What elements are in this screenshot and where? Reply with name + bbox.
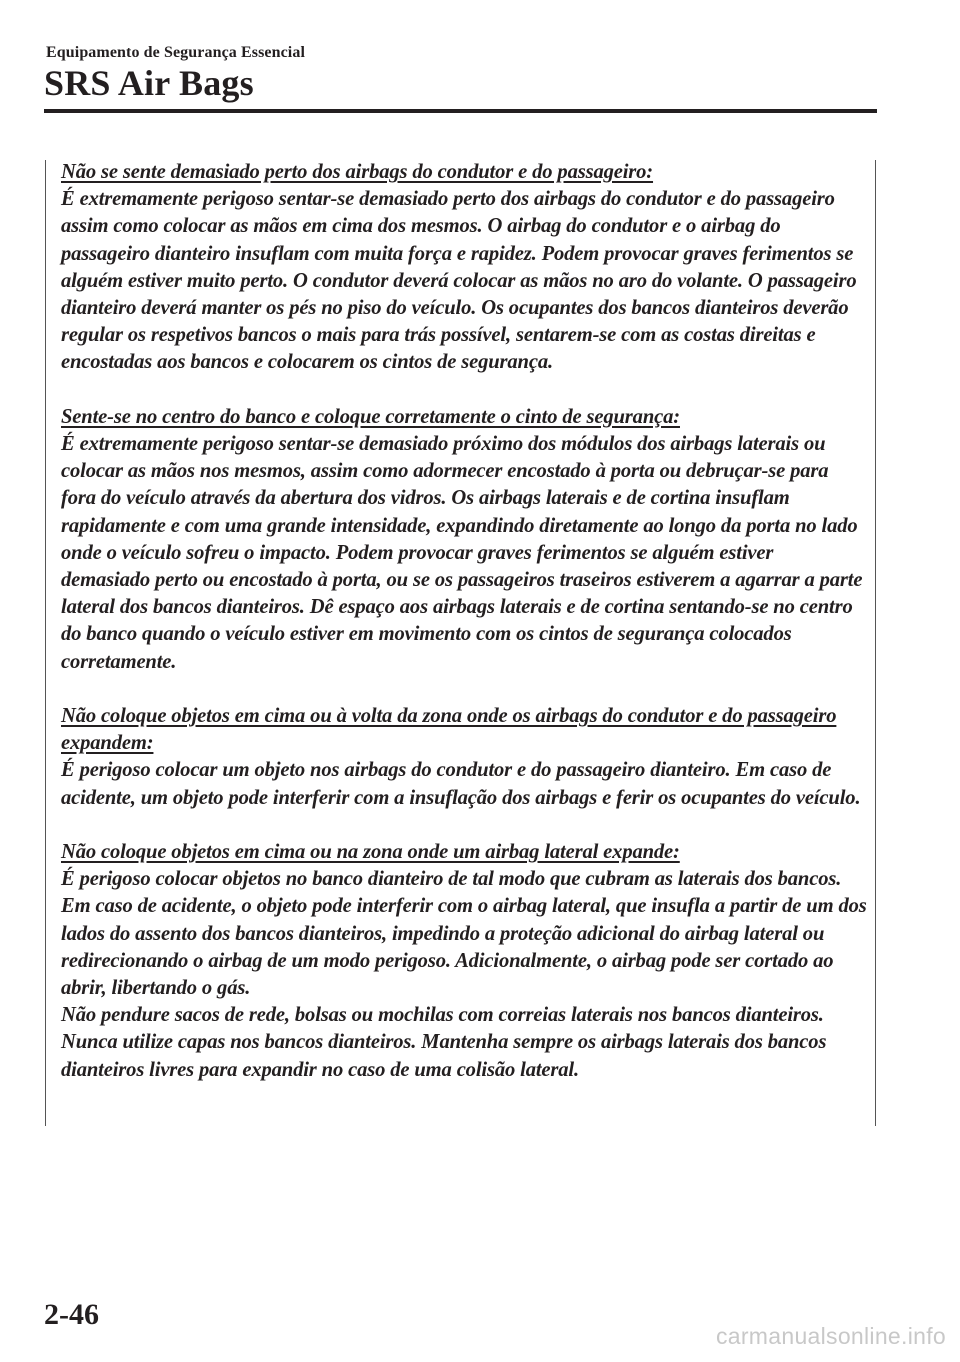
warning-heading: Não coloque objetos em cima ou na zona onde um airbag lateral expande: [61, 841, 680, 864]
warning-item [61, 703, 867, 812]
warning-box-right-border [875, 160, 876, 1126]
watermark: carmanualsonline.info [715, 1323, 946, 1349]
title-divider [44, 109, 877, 113]
warning-box [61, 159, 867, 1111]
warning-heading: Não coloque objetos em cima ou à volta da zona onde os airbags do condutor e do passageiro expandem: [61, 705, 837, 755]
warning-heading: Sente-se no centro do banco e coloque corretamente o cinto de segurança: [61, 405, 680, 428]
warning-item [61, 159, 867, 377]
warning-item [61, 404, 867, 676]
warning-body-continued: Não pendure sacos de rede, bolsas ou mochilas com correias laterais nos bancos dianteiros. Nunca utilize capas nos bancos dianteiros. Mantenha sempre os airbags laterais dos bancos dianteiros livres para expandir no caso de uma colisão lateral. [61, 1004, 827, 1081]
page-title: SRS Air Bags [44, 63, 254, 103]
warning-body: É perigoso colocar um objeto nos airbags do condutor e do passageiro dianteiro. Em caso de acidente, um objeto pode interferir com a insuflação dos airbags e ferir os ocupantes do veículo. [61, 759, 861, 809]
warning-box-left-border [45, 160, 46, 1126]
warning-body: É extremamente perigoso sentar-se demasiado próximo dos módulos dos airbags laterais ou colocar as mãos nos mesmos, assim como adormecer encostado à porta ou debruçar-se para fora do veículo através da abertura dos vidros. Os airbags laterais e de cortina insuflam rapidamente e com uma grande intensidade, expandindo diretamente ao longo da porta no lado onde o veículo sofreu o impacto. Podem provocar graves ferimentos se alguém estiver demasiado perto ou encostado à porta, ou se os passageiros traseiros estiverem a agarrar a parte lateral dos bancos dianteiros. Dê espaço aos airbags laterais e de cortina sentando-se no centro do banco quando o veículo estiver em movimento com os cintos de segurança colocados corretamente. [61, 433, 863, 673]
page-number: 2-46 [44, 1298, 99, 1331]
section-label: Equipamento de Segurança Essencial [46, 44, 305, 61]
warning-item [61, 839, 867, 1084]
warning-heading: Não se sente demasiado perto dos airbags do condutor e do passageiro: [61, 161, 654, 183]
warning-body: É extremamente perigoso sentar-se demasiado perto dos airbags do condutor e do passageiro assim como colocar as mãos em cima dos mesmos. O airbag do condutor e o airbag do passageiro dianteiro insuflam com muita força e rapidez. Podem provocar graves ferimentos se alguém estiver muito perto. O condutor deverá colocar as mãos no aro do volante. O passageiro dianteiro deverá manter os pés no piso do veículo. Os ocupantes dos bancos dianteiros deverão regular os respetivos bancos o mais para trás possível, sentarem-se com as costas direitas e encostadas aos bancos e colocarem os cintos de segurança. [61, 188, 857, 374]
warning-body: É perigoso colocar objetos no banco dianteiro de tal modo que cubram as laterais dos bancos. Em caso de acidente, o objeto pode interferir com o airbag lateral, que insufla a partir de um dos lados do assento dos bancos dianteiros, impedindo a proteção adicional do airbag lateral ou redirecionando o airbag de um modo perigoso. Adicionalmente, o airbag pode ser cortado ao abrir, libertando o gás. [61, 868, 867, 1000]
